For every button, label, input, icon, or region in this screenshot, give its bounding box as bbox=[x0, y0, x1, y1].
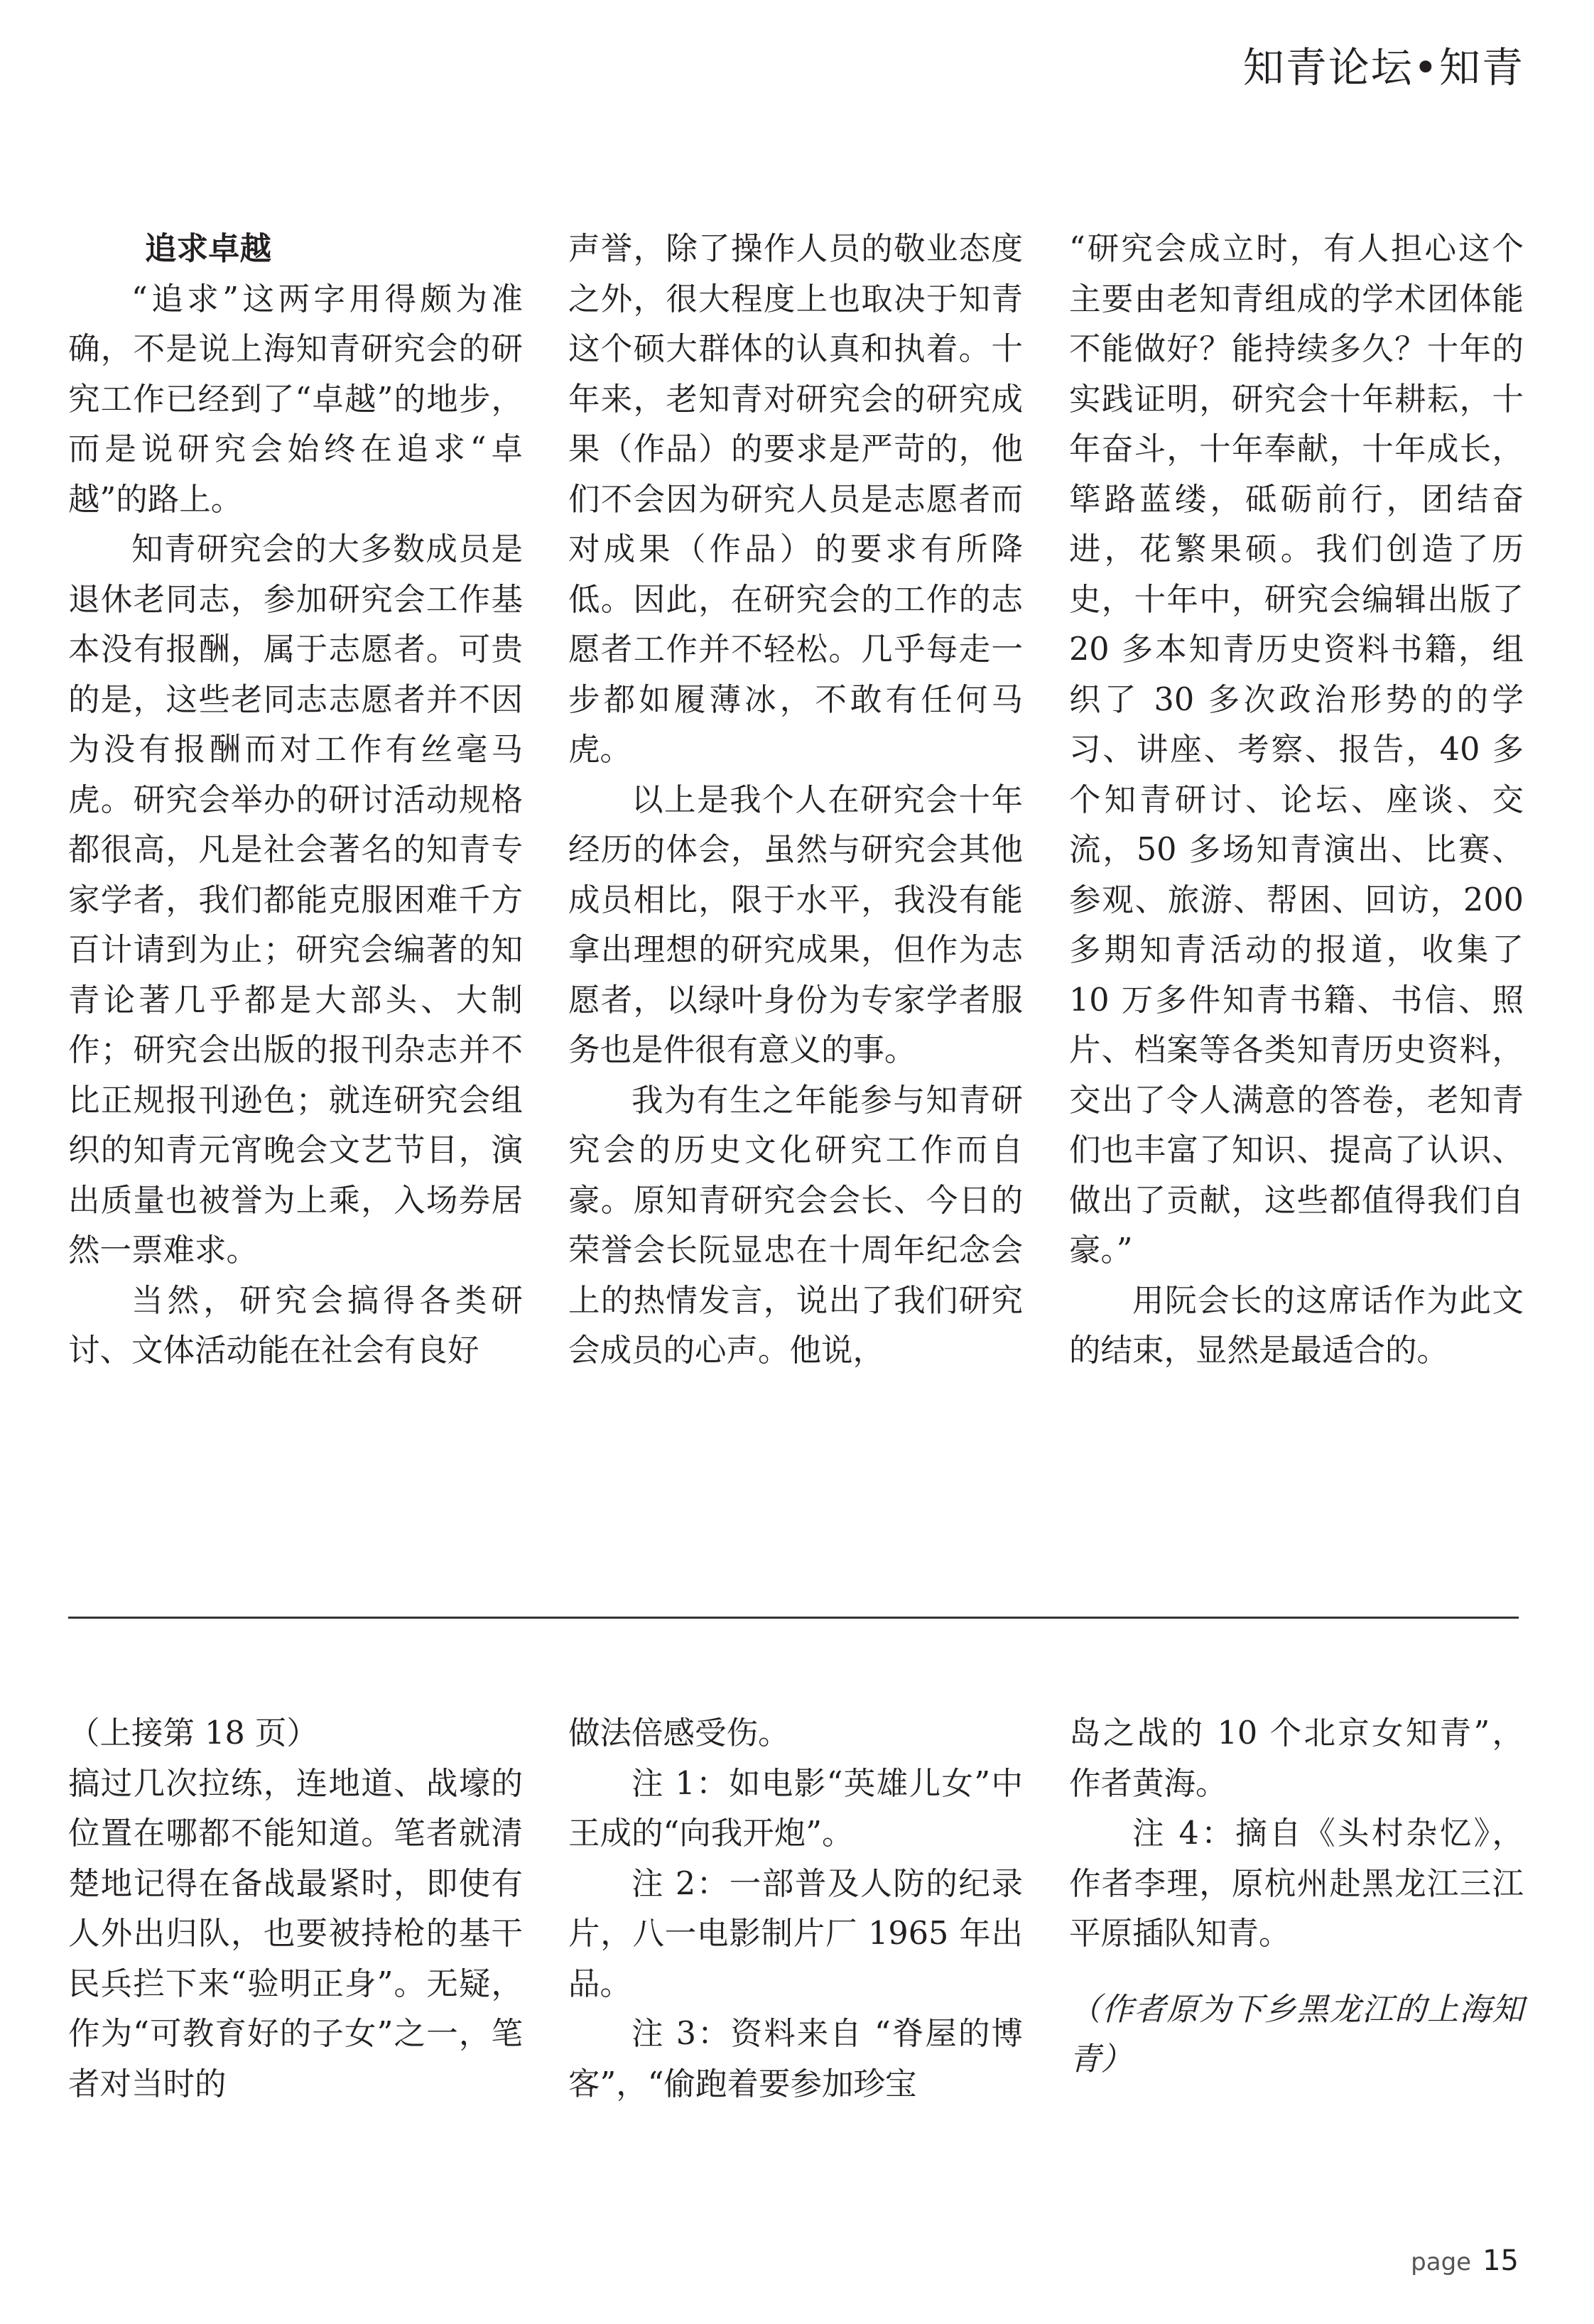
page-label: page bbox=[1411, 2248, 1472, 2276]
paragraph: “追求”这两字用得颇为准确，不是说上海知青研究会的研究工作已经到了“卓越”的地步，而是说研究会始终在追求“卓越”的路上。 bbox=[68, 281, 523, 518]
paragraph: 当然，研究会搞得各类研讨、文体活动能在社会有良好 bbox=[68, 1282, 523, 1369]
continuation-column-3 bbox=[1069, 1709, 1524, 2085]
paragraph: 以上是我个人在研究会十年经历的体会，虽然与研究会其他成员相比，限于水平，我没有能拿出理想的研究成果，但作为志愿者，以绿叶身份为专家学者服务也是件很有意义的事。 bbox=[568, 781, 1023, 1068]
continuation-column-1 bbox=[68, 1709, 523, 2109]
footnote: 注 3：资料来自 “脊屋的博客”，“偷跑着要参加珍宝 bbox=[568, 2016, 1023, 2102]
footnote: 注 4：摘自《头村杂忆》，作者李理，原杭州赴黑龙江三江平原插队知青。 bbox=[1069, 1815, 1524, 1952]
section-header: 知青论坛•知青 bbox=[1242, 43, 1524, 92]
paragraph: 做法倍感受伤。 bbox=[568, 1715, 790, 1752]
paragraph: 用阮会长的这席话作为此文的结束，显然是最适合的。 bbox=[1069, 1282, 1524, 1369]
paragraph: 岛之战的 10 个北京女知青”，作者黄海。 bbox=[1069, 1715, 1524, 1802]
article-column-1 bbox=[68, 224, 523, 1377]
page-number: 15 bbox=[1482, 2244, 1519, 2277]
article-column-2 bbox=[568, 224, 1023, 1377]
page-footer bbox=[1411, 2244, 1519, 2277]
paragraph: 声誉，除了操作人员的敬业态度之外，很大程度上也取决于知青这个硕大群体的认真和执着。十年来，老知青对研究会的研究成果（作品）的要求是严苛的，他们不会因为研究人员是志愿者而对成果（作品）的要求有所降低。因此，在研究会的工作的志愿者工作并不轻松。几乎每走一步都如履薄冰，不敢有任何马虎。 bbox=[568, 231, 1023, 768]
paragraph: 搞过几次拉练，连地道、战壕的位置在哪都不能知道。笔者就清楚地记得在备战最紧时，即使有人外出归队，也要被持枪的基干民兵拦下来“验明正身”。无疑，作为“可教育好的子女”之一，笔者对当时的 bbox=[68, 1765, 523, 2102]
article-column-3 bbox=[1069, 224, 1524, 1377]
section-divider bbox=[68, 1617, 1519, 1619]
paragraph: 我为有生之年能参与知青研究会的历史文化研究工作而自豪。原知青研究会会长、今日的荣誉会长阮显忠在十周年纪念会上的热情发言，说出了我们研究会成员的心声。他说， bbox=[568, 1082, 1023, 1369]
author-byline: （作者原为下乡黑龙江的上海知青） bbox=[1069, 1991, 1524, 2078]
continuation-note: （上接第 18 页） bbox=[68, 1715, 318, 1752]
paragraph: 知青研究会的大多数成员是退休老同志，参加研究会工作基本没有报酬，属于志愿者。可贵的是，这些老同志志愿者并不因为没有报酬而对工作有丝毫马虎。研究会举办的研讨活动规格都很高，凡是社会著名的知青专家学者，我们都能克服困难千方百计请到为止；研究会编著的知青论著几乎都是大部头、大制作；研究会出版的报刊杂志并不比正规报刊逊色；就连研究会组织的知青元宵晚会文艺节目，演出质量也被誉为上乘，入场券居然一票难求。 bbox=[68, 531, 523, 1269]
footnote: 注 1：如电影“英雄儿女”中王成的“向我开炮”。 bbox=[568, 1765, 1023, 1852]
paragraph: “研究会成立时，有人担心这个主要由老知青组成的学术团体能不能做好？能持续多久？十年的实践证明，研究会十年耕耘，十年奋斗，十年奉献，十年成长，筚路蓝缕，砥砺前行，团结奋进，花繁果硕。我们创造了历史，十年中，研究会编辑出版了 20 多本知青历史资料书籍，组织了 30 多次政治形势的的学习、讲座、考察、报告，40 多个知青研讨、论坛、座谈、交流，50 多场知青演出、比赛、参观、旅游、帮困、回访，200 多期知青活动的报道，收集了 10 万多件知青书籍、书信、照片、档案等各类知青历史资料，交出了令人满意的答卷，老知青们也丰富了知识、提高了认识、做出了贡献，这些都值得我们自豪。” bbox=[1069, 231, 1524, 1269]
continuation-column-2 bbox=[568, 1709, 1023, 2109]
section-heading: 追求卓越 bbox=[145, 231, 272, 267]
footnote: 注 2：一部普及人防的纪录片，八一电影制片厂 1965 年出品。 bbox=[568, 1865, 1023, 2002]
